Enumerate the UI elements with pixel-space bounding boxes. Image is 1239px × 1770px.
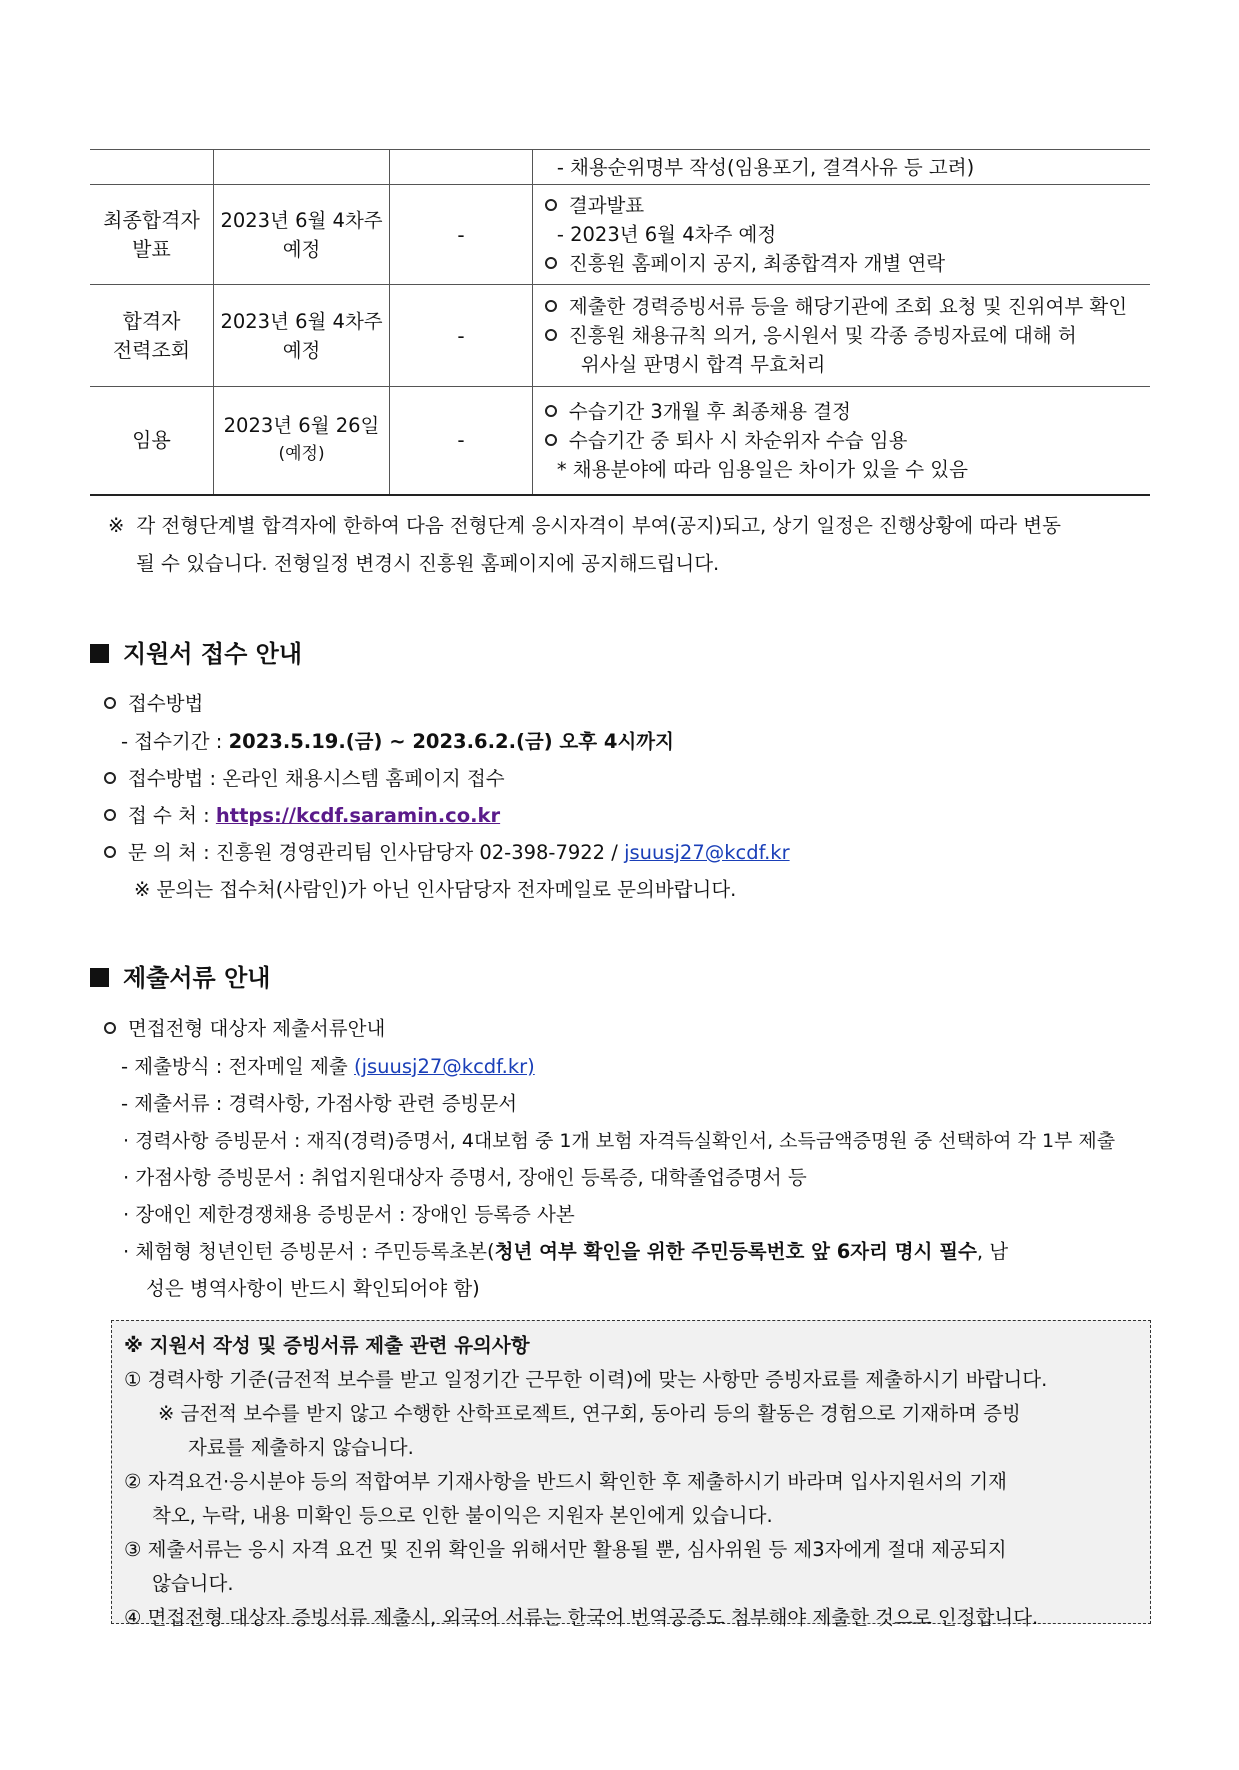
list-item: 성은 병역사항이 반드시 확인되어야 함): [146, 1277, 480, 1300]
list-item: - 제출서류 : 경력사항, 가점사항 관련 증빙문서: [121, 1092, 518, 1115]
list-item: · 경력사항 증빙문서 : 재직(경력)증명서, 4대보험 중 1개 보험 자격득실확인서, 소득금액증명원 중 선택하여 각 1부 제출: [123, 1130, 1116, 1152]
section-title: 제출서류 안내: [90, 958, 270, 993]
note-cell: [390, 150, 533, 185]
date-cell: [213, 185, 389, 285]
date-label: 2023년 6월 26일: [223, 414, 380, 438]
date-label: 2023년 6월 4차주: [220, 309, 383, 333]
period-value: 2023.5.19.(금) ~ 2023.6.2.(금) 오후 4시까지: [228, 730, 674, 753]
date-cell: [213, 285, 389, 387]
stage-label: 발표: [132, 236, 171, 261]
date-label: 2023년 6월 4차주: [220, 208, 383, 232]
circle-bullet-icon: [545, 257, 557, 269]
stage-label: 전력조회: [112, 337, 191, 362]
table-row: [90, 285, 1150, 387]
detail-line: 수습기간 중 퇴사 시 차순위자 수습 임용: [545, 426, 1150, 455]
date-label: (예정): [278, 444, 325, 465]
notice-box: [111, 1320, 1151, 1629]
notice-line: 않습니다.: [152, 1572, 234, 1595]
list-item: 접수방법 : 온라인 채용시스템 홈페이지 접수: [104, 765, 505, 793]
table-row: [90, 150, 1150, 185]
circle-bullet-icon: [104, 697, 116, 709]
circle-bullet-icon: [104, 1022, 116, 1034]
note-text: 각 전형단계별 합격자에 한하여 다음 전형단계 응시자격이 부여(공지)되고, 상기 일정은 진행상황에 따라 변동: [136, 514, 1061, 537]
note-text: 될 수 있습니다. 전형일정 변경시 진흥원 홈페이지에 공지해드립니다.: [136, 552, 720, 575]
list-item: - 제출방식 : 전자메일 제출 (jsuusj27@kcdf.kr): [121, 1055, 535, 1078]
stage-label: 합격자: [122, 308, 181, 333]
note-cell: -: [390, 185, 533, 285]
detail-cell: [532, 150, 1150, 185]
detail-line: 위사실 판명시 합격 무효처리: [580, 353, 826, 376]
circle-bullet-icon: [545, 199, 557, 211]
list-item: 면접전형 대상자 제출서류안내: [104, 1015, 385, 1043]
notice-line: 자료를 제출하지 않습니다.: [188, 1436, 414, 1459]
detail-line: - 채용순위명부 작성(임용포기, 결격사유 등 고려): [556, 155, 975, 179]
list-item: 문 의 처 : 진흥원 경영관리팀 인사담당자 02-398-7922 / jsuusj27@kcdf.kr: [104, 839, 790, 867]
stage-cell: [90, 387, 213, 495]
notice-line: ① 경력사항 기준(금전적 보수를 받고 일정기간 근무한 이력)에 맞는 사항만 증빙자료를 제출하시기 바랍니다.: [124, 1368, 1048, 1391]
circle-bullet-icon: [104, 809, 116, 821]
detail-line: * 채용분야에 따라 임용일은 차이가 있을 수 있음: [556, 457, 968, 481]
submit-email-link[interactable]: (jsuusj27@kcdf.kr): [353, 1055, 535, 1078]
youth-requirement: 청년 여부 확인을 위한 주민등록번호 앞 6자리 명시 필수: [494, 1240, 977, 1263]
list-item: 접 수 처 : https://kcdf.saramin.co.kr: [104, 802, 500, 830]
notice-line: 착오, 누락, 내용 미확인 등으로 인한 불이익은 지원자 본인에게 있습니다.: [152, 1504, 773, 1527]
notice-line: ③ 제출서류는 응시 자격 요건 및 진위 확인을 위해서만 활용될 뿐, 심사위원 등 제3자에게 절대 제공되지: [124, 1538, 1007, 1561]
table-row: [90, 387, 1150, 495]
circle-bullet-icon: [545, 405, 557, 417]
circle-bullet-icon: [104, 846, 116, 858]
notice-title: ※ 지원서 작성 및 증빙서류 제출 관련 유의사항: [124, 1334, 530, 1357]
list-item: - 접수기간 : 2023.5.19.(금) ~ 2023.6.2.(금) 오후 4시까지: [121, 730, 674, 753]
list-item: · 체험형 청년인턴 증빙문서 : 주민등록초본(청년 여부 확인을 위한 주민등록번호 앞 6자리 명시 필수, 남: [123, 1240, 1009, 1263]
circle-bullet-icon: [545, 329, 557, 341]
note-cell: -: [390, 387, 533, 495]
stage-cell: [90, 150, 213, 185]
schedule-table: [90, 149, 1150, 496]
circle-bullet-icon: [545, 300, 557, 312]
stage-cell: [90, 285, 213, 387]
schedule-note: ※ 각 전형단계별 합격자에 한하여 다음 전형단계 응시자격이 부여(공지)되고, 상기 일정은 진행상황에 따라 변동 될 수 있습니다. 전형일정 변경시 진흥원 홈페이지에 공지해드립니다.: [108, 507, 1153, 583]
detail-line: 제출한 경력증빙서류 등을 해당기관에 조회 요청 및 진위여부 확인: [545, 292, 1150, 321]
notice-line: ② 자격요건·응시분야 등의 적합여부 기재사항을 반드시 확인한 후 제출하시기 바라며 입사지원서의 기재: [124, 1470, 1008, 1493]
notice-line: ※ 금전적 보수를 받지 않고 수행한 산학프로젝트, 연구회, 동아리 등의 활동은 경험으로 기재하며 증빙: [158, 1402, 1021, 1425]
square-bullet-icon: [90, 968, 109, 987]
square-bullet-icon: [90, 644, 109, 663]
date-label: 예정: [282, 338, 321, 362]
stage-label: 임용: [132, 427, 171, 452]
contact-email-link[interactable]: jsuusj27@kcdf.kr: [624, 841, 790, 864]
detail-cell: [532, 185, 1150, 285]
detail-line: 수습기간 3개월 후 최종채용 결정: [545, 397, 1150, 426]
table-row: [90, 185, 1150, 285]
date-cell: [213, 150, 389, 185]
detail-line: 진흥원 홈페이지 공지, 최종합격자 개별 연락: [545, 249, 1150, 278]
circle-bullet-icon: [545, 434, 557, 446]
circle-bullet-icon: [104, 772, 116, 784]
contact-note: ※ 문의는 접수처(사람인)가 아닌 인사담당자 전자메일로 문의바랍니다.: [134, 878, 737, 901]
application-site-link[interactable]: https://kcdf.saramin.co.kr: [215, 804, 501, 827]
section-title: 지원서 접수 안내: [90, 634, 302, 669]
date-label: 예정: [282, 237, 321, 261]
list-item: · 가점사항 증빙문서 : 취업지원대상자 증명서, 장애인 등록증, 대학졸업증명서 등: [123, 1166, 807, 1189]
stage-label: 최종합격자: [103, 207, 200, 232]
detail-line: 결과발표: [545, 191, 1150, 220]
stage-cell: [90, 185, 213, 285]
list-item: 접수방법: [104, 690, 203, 718]
list-item: · 장애인 제한경쟁채용 증빙문서 : 장애인 등록증 사본: [123, 1203, 575, 1226]
date-cell: [213, 387, 389, 495]
detail-cell: [532, 285, 1150, 387]
notice-line: ④ 면접전형 대상자 증빙서류 제출시, 외국어 서류는 한국어 번역공증도 첨부해야 제출한 것으로 인정합니다.: [124, 1606, 1039, 1629]
note-cell: -: [390, 285, 533, 387]
detail-line: - 2023년 6월 4차주 예정: [556, 223, 777, 246]
detail-line: 진흥원 채용규칙 의거, 응시원서 및 각종 증빙자료에 대해 허: [545, 321, 1150, 350]
detail-cell: [532, 387, 1150, 495]
